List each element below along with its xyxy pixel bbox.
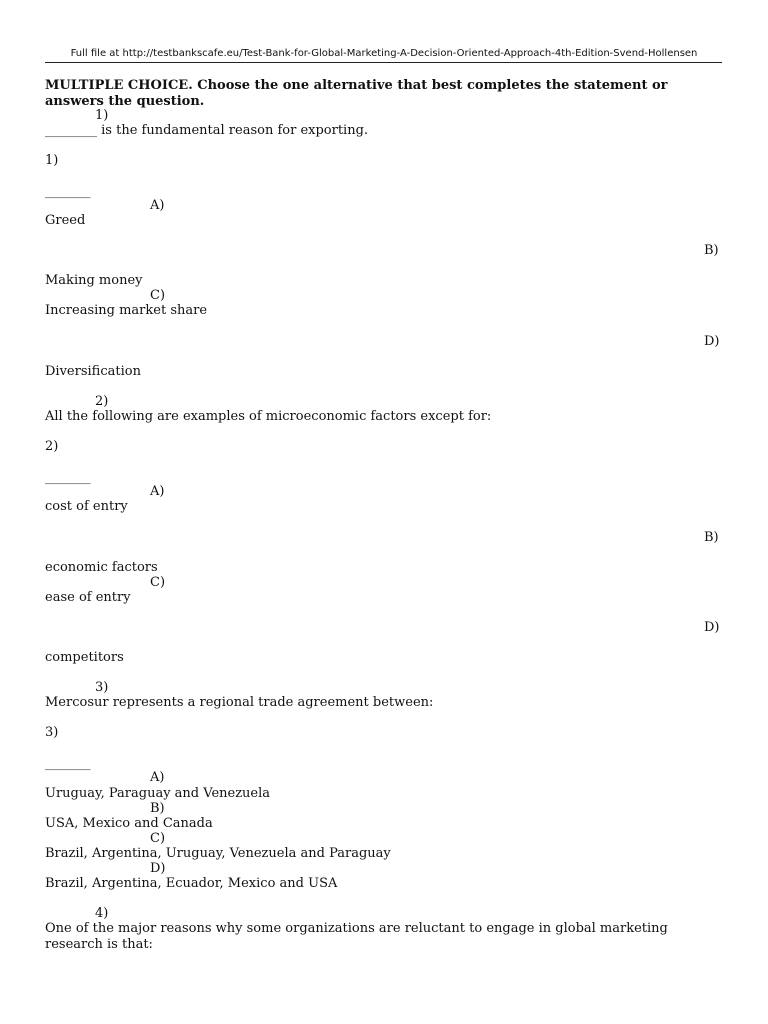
option-c-text: ease of entry xyxy=(45,590,131,605)
option-a-letter: A) xyxy=(150,198,165,213)
question-number-side: 2) xyxy=(45,439,59,454)
option-c-letter: C) xyxy=(150,831,166,846)
answer-blank: _______ xyxy=(45,470,91,485)
option-b-text: economic factors xyxy=(45,560,158,575)
option-c-letter: C) xyxy=(150,575,166,590)
question-stem: Mercosur represents a regional trade agreement between: xyxy=(45,695,434,710)
question-number-side: 1) xyxy=(45,153,59,168)
header-divider xyxy=(45,62,722,63)
answer-blank: _______ xyxy=(45,184,91,199)
option-a-letter: A) xyxy=(150,770,165,785)
option-b-letter: B) xyxy=(704,243,719,258)
option-b-letter: B) xyxy=(704,530,719,545)
question-number-top: 1) xyxy=(95,108,109,123)
option-d-text: Brazil, Argentina, Ecuador, Mexico and USA xyxy=(45,876,338,891)
question-number-side: 3) xyxy=(45,725,59,740)
option-d-letter: D) xyxy=(704,334,720,349)
option-c-text: Increasing market share xyxy=(45,303,208,318)
answer-blank: _______ xyxy=(45,756,91,771)
option-a-letter: A) xyxy=(150,484,165,499)
option-d-letter: D) xyxy=(704,620,720,635)
header-source-link: Full file at http://testbankscafe.eu/Test-Bank-for-Global-Marketing-A-Decision-Oriented-Approach-4th-Edition-Svend-Hollensen xyxy=(70,48,698,59)
option-d-text: Diversification xyxy=(45,364,141,379)
option-c-letter: C) xyxy=(150,288,166,303)
option-b-text: Making money xyxy=(45,273,143,288)
option-a-text: Greed xyxy=(45,213,86,228)
question-stem: ________ is the fundamental reason for exporting. xyxy=(45,123,369,138)
option-b-letter: B) xyxy=(150,801,165,816)
section-instructions: MULTIPLE CHOICE. Choose the one alternative that best completes the statement or answers the question. xyxy=(45,78,668,109)
option-d-letter: D) xyxy=(150,861,166,876)
option-a-text: cost of entry xyxy=(45,499,128,514)
question-number-top: 3) xyxy=(95,680,109,695)
question-stem: All the following are examples of microeconomic factors except for: xyxy=(45,409,492,424)
option-a-text: Uruguay, Paraguay and Venezuela xyxy=(45,786,271,801)
option-d-text: competitors xyxy=(45,650,124,665)
question-stem: One of the major reasons why some organizations are reluctant to engage in global marketing research is that: xyxy=(45,921,668,952)
option-b-text: USA, Mexico and Canada xyxy=(45,816,213,831)
question-number-top: 2) xyxy=(95,394,109,409)
question-number-top: 4) xyxy=(95,906,109,921)
option-c-text: Brazil, Argentina, Uruguay, Venezuela and Paraguay xyxy=(45,846,391,861)
